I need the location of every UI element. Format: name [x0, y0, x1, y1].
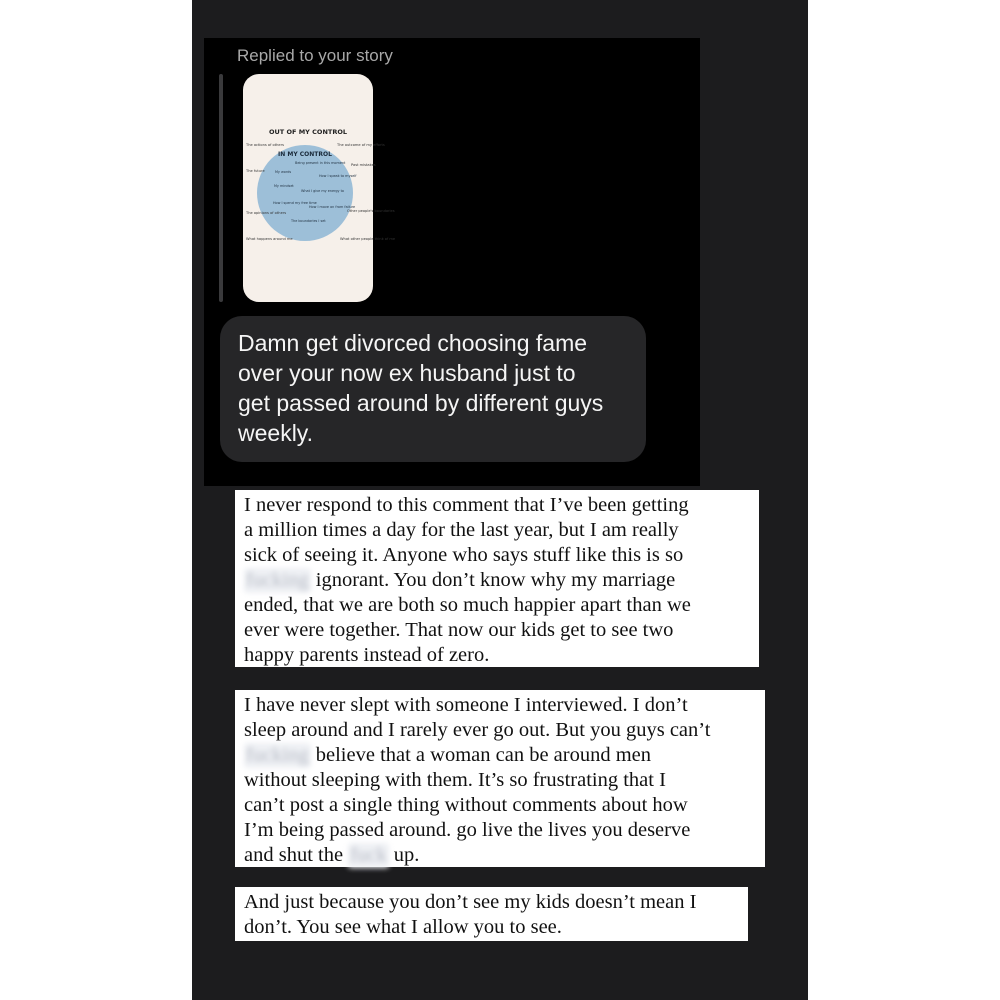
caption-text: up. [388, 844, 420, 866]
story-thumbnail[interactable] [243, 74, 396, 302]
message-line: Damn get divorced choosing fame [238, 330, 588, 356]
reply-message-bubble[interactable] [220, 316, 646, 462]
outer-item: The opinions of others [246, 211, 287, 215]
inner-item: What I give my energy to [301, 189, 345, 193]
inner-item: My mindset [274, 184, 294, 188]
caption-line: without sleeping with them. It’s so frustrating that I [244, 769, 666, 791]
caption-line: sick of seeing it. Anyone who says stuff like this is so [244, 544, 684, 566]
censored-word: fucking [246, 569, 309, 591]
caption-line [244, 843, 757, 868]
caption-text: believe that a woman can be around men [310, 744, 652, 766]
caption-line: I have never slept with someone I interviewed. I don’t [244, 694, 688, 716]
inner-item: My words [275, 170, 292, 174]
caption-line: happy parents instead of zero. [244, 644, 490, 666]
message-line: get passed around by different guys [238, 390, 604, 416]
story-screen [192, 0, 808, 1000]
censored-word: fucking [246, 744, 309, 766]
caption-text: and shut the [244, 844, 349, 866]
censored-word: fuck [350, 844, 387, 866]
thumb-title: OUT OF MY CONTROL [268, 128, 348, 136]
dm-screenshot [204, 38, 700, 486]
caption-box-kids [235, 887, 748, 941]
outer-item: The outcome of my efforts [337, 143, 385, 147]
inner-item: How I move on from failure [309, 205, 356, 209]
inner-item: How I speak to myself [319, 174, 357, 178]
outer-item: What other people think of me [340, 237, 396, 241]
message-line: over your now ex husband just to [238, 360, 576, 386]
caption-line: I never respond to this comment that I’ve been getting [244, 494, 689, 516]
outer-item: Other people's boundaries [347, 209, 395, 213]
caption-line: don’t. You see what I allow you to see. [244, 916, 562, 938]
caption-box-response [235, 490, 759, 667]
caption-line: I’m being passed around. go live the lives you deserve [244, 819, 691, 841]
message-line: weekly. [238, 420, 313, 446]
reply-indicator-bar [219, 74, 223, 302]
inner-item: How I spend my free time [273, 201, 317, 205]
caption-line [244, 568, 751, 593]
caption-line: sleep around and I rarely ever go out. But you guys can’t [244, 719, 711, 741]
circle-title: IN MY CONTROL [278, 151, 332, 158]
control-circle-graphic [243, 74, 396, 302]
inner-item: Being present in this moment [295, 161, 346, 165]
outer-item: The actions of others [246, 143, 284, 147]
caption-box-statement [235, 690, 765, 867]
in-control-circle [257, 145, 356, 241]
caption-line: And just because you don’t see my kids doesn’t mean I [244, 891, 697, 913]
caption-line: can’t post a single thing without comments about how [244, 794, 688, 816]
caption-line: ever were together. That now our kids get to see two [244, 619, 674, 641]
outer-item: Past mistakes [351, 163, 376, 167]
caption-line [244, 743, 757, 768]
outer-item: The future [246, 169, 265, 173]
outer-item: What happens around me [246, 237, 293, 241]
caption-line: ended, that we are both so much happier apart than we [244, 594, 691, 616]
replied-to-story-label: Replied to your story [237, 46, 393, 65]
caption-text: ignorant. You don’t know why my marriage [310, 569, 676, 591]
inner-item: The boundaries I set [291, 219, 326, 223]
caption-line: a million times a day for the last year, but I am really [244, 519, 679, 541]
